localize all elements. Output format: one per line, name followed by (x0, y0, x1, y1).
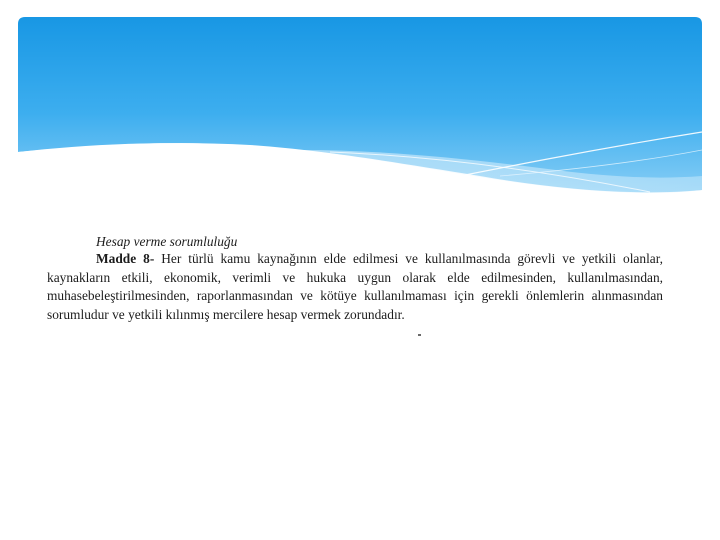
header-banner (0, 0, 720, 210)
article-label: Madde 8- (96, 251, 155, 266)
article-paragraph (47, 250, 663, 324)
article-text: Her türlü kamu kaynağının elde edilmesi ve kullanılmasında görevli ve yetkili olanlar, kaynakların etkili, ekonomik, verimli ve hukuka uygun olarak elde edilmesinden, kullanılmasından, muhasebeleştirilmesinden, raporlanmasından ve kötüye kullanılmaması için gerekli önlemlerin alınmasından sorumludur ve yetkili kılınmış mercilere hesap vermek zorundadır. (47, 251, 663, 322)
section-heading: Hesap verme sorumluluğu (96, 234, 238, 249)
scan-artifact (418, 334, 421, 336)
document-excerpt (47, 234, 663, 324)
